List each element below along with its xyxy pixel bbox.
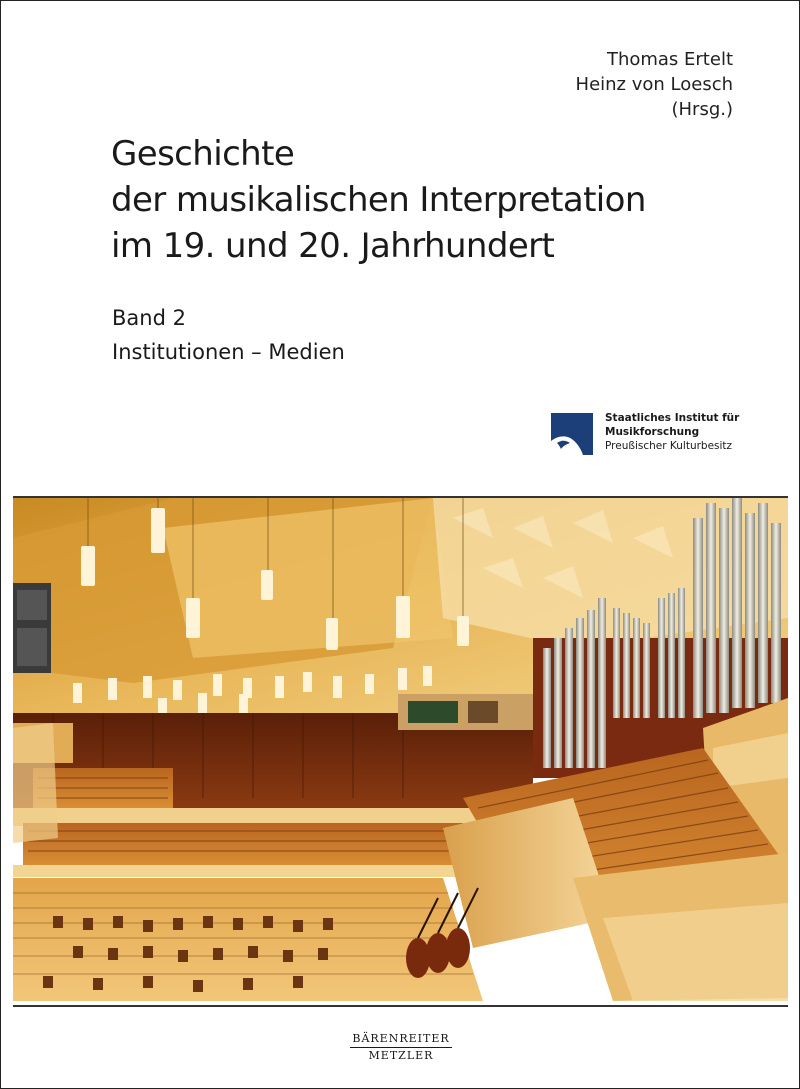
institute-name [605, 411, 739, 453]
volume-subtitle: Institutionen – Medien [112, 340, 345, 364]
title-line: Geschichte [111, 134, 295, 174]
volume-block [112, 301, 345, 369]
publisher-line1: BÄRENREITER [350, 1032, 451, 1048]
title-line: der musikalischen Interpretation [111, 180, 646, 220]
concert-hall-photo [13, 496, 788, 1007]
title-line: im 19. und 20. Jahrhundert [111, 226, 555, 266]
editor-name: Heinz von Loesch [575, 74, 733, 95]
institute-line1: Staatliches Institut für [605, 412, 740, 424]
volume-number: Band 2 [112, 306, 186, 330]
editors-block [576, 47, 733, 122]
institute-line2: Musikforschung [605, 426, 700, 438]
eagle-logo-icon [551, 413, 593, 455]
publisher-line2: METZLER [368, 1049, 434, 1062]
concert-hall-illustration [13, 498, 788, 1001]
institute-line3: Preußischer Kulturbesitz [605, 440, 733, 452]
editor-role: (Hrsg.) [671, 99, 733, 120]
publisher-logo [1, 1027, 800, 1064]
book-title [111, 131, 646, 269]
editor-name: Thomas Ertelt [606, 49, 733, 70]
